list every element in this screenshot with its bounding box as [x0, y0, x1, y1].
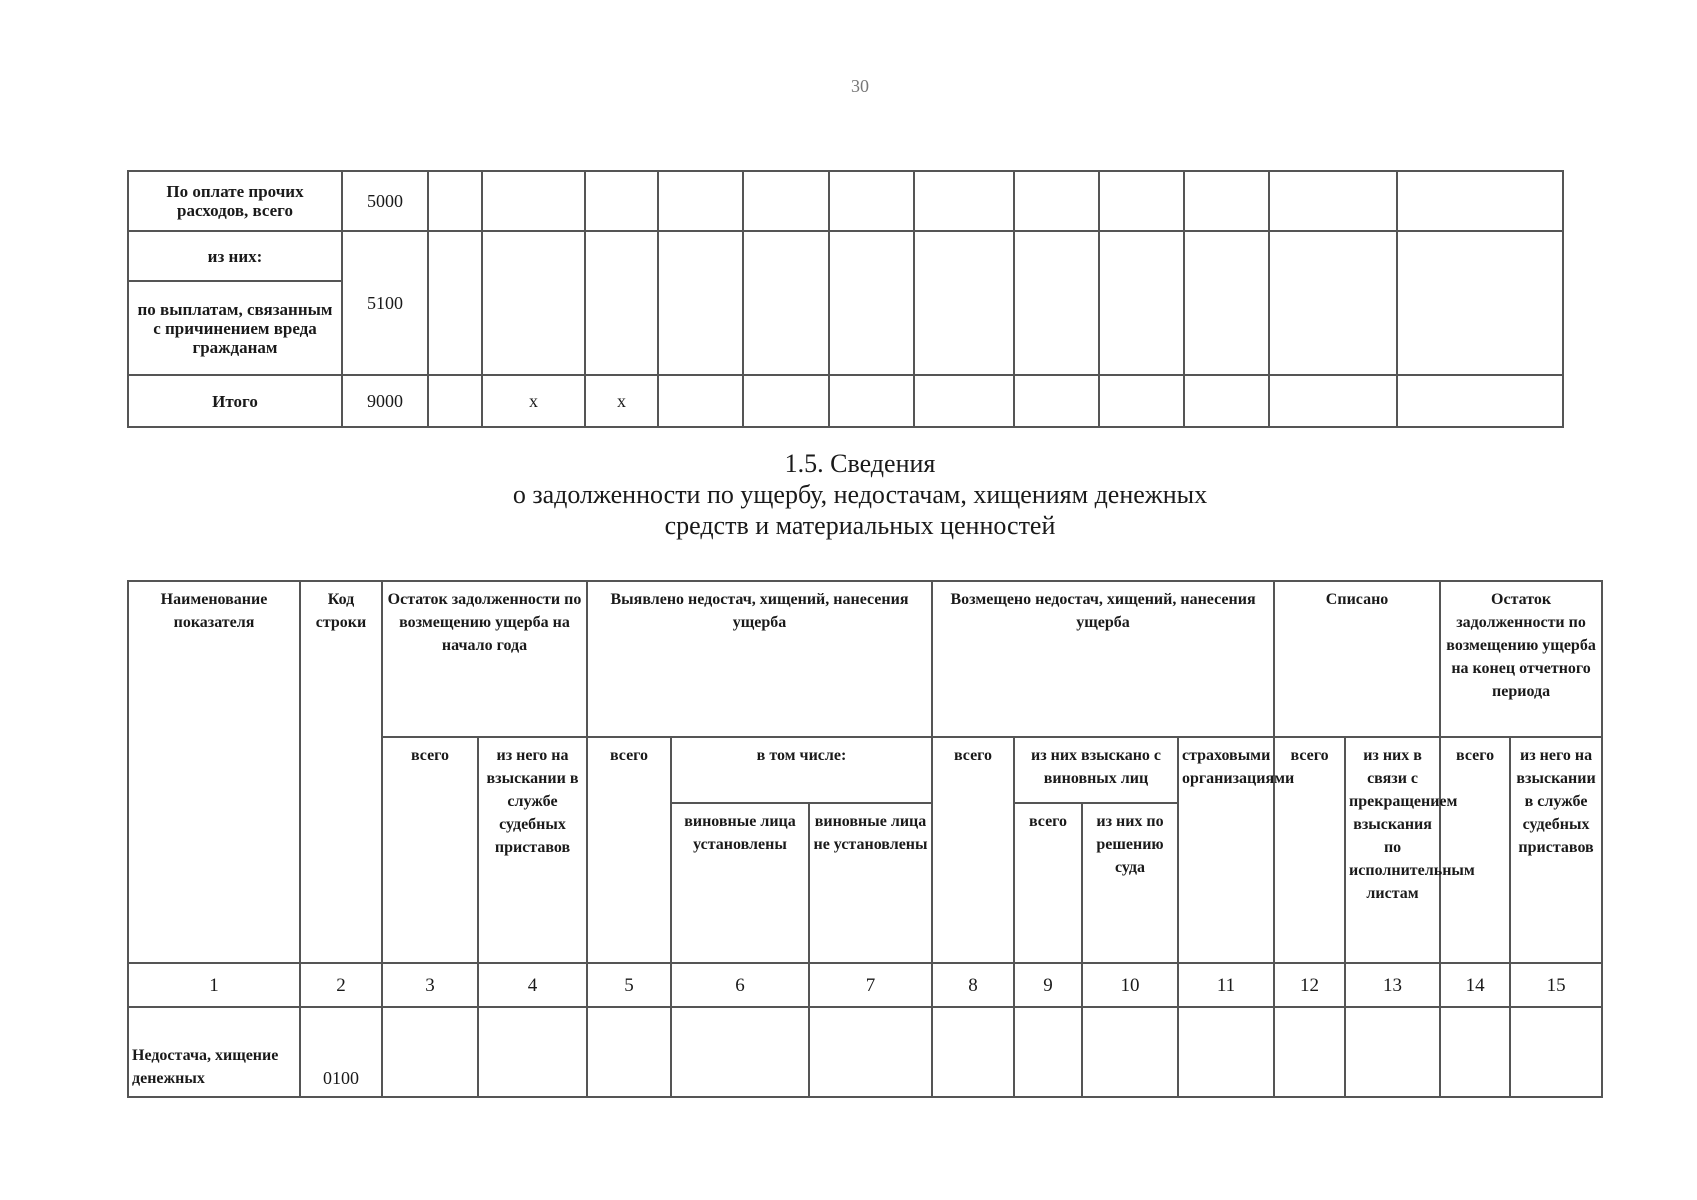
header-total: всего: [932, 737, 1014, 963]
header-written-off: Списано: [1274, 581, 1440, 737]
header-bailiffs-end: из него на взыскании в службе судебных приставов: [1510, 737, 1602, 963]
header-balance-end: Остаток задолженности по возмещению ущерба на конец отчетного периода: [1440, 581, 1602, 737]
column-number: 15: [1510, 963, 1602, 1007]
column-number: 11: [1178, 963, 1274, 1007]
column-number: 13: [1345, 963, 1440, 1007]
header-terminated: из них в связи с прекращением взыскания по исполнительным листам: [1345, 737, 1440, 963]
column-number: 2: [300, 963, 382, 1007]
header-compensated: Возмещено недостач, хищений, нанесения ущерба: [932, 581, 1274, 737]
header-culprits-unknown: виновные лица не установлены: [809, 803, 932, 963]
header-culprits-known: виновные лица установлены: [671, 803, 809, 963]
cross-mark: x: [585, 375, 658, 427]
header-name: Наименование показателя: [128, 581, 300, 963]
header-detected: Выявлено недостач, хищений, нанесения ущерба: [587, 581, 932, 737]
column-number: 14: [1440, 963, 1510, 1007]
column-number: 9: [1014, 963, 1082, 1007]
section-title: [420, 448, 1300, 541]
header-bailiffs: из него на взыскании в службе судебных приставов: [478, 737, 587, 963]
expenses-table: [127, 170, 1564, 428]
row-code: 5000: [342, 171, 428, 231]
column-number: 7: [809, 963, 932, 1007]
row-code: 5100: [342, 231, 428, 375]
column-number: 10: [1082, 963, 1178, 1007]
row-label: По оплате прочих расходов, всего: [128, 171, 342, 231]
column-number-row: [128, 963, 1602, 1007]
column-number: 4: [478, 963, 587, 1007]
header-code: Код строки: [300, 581, 382, 963]
table-row: [128, 231, 1563, 281]
row-code: 9000: [342, 375, 428, 427]
header-total: всего: [1440, 737, 1510, 963]
section-title-line: о задолженности по ущербу, недостачам, хищениям денежных: [512, 480, 1208, 509]
header-balance-start: Остаток задолженности по возмещению ущерба на начало года: [382, 581, 587, 737]
column-number: 8: [932, 963, 1014, 1007]
cross-mark: x: [482, 375, 585, 427]
row-label: Итого: [128, 375, 342, 427]
page-number: 30: [851, 76, 869, 96]
row-code: 0100: [300, 1007, 382, 1097]
header-total: всего: [587, 737, 671, 963]
table-row: [128, 375, 1563, 427]
header-recovered-from-culprits: из них взыскано с виновных лиц: [1014, 737, 1178, 803]
column-number: 1: [128, 963, 300, 1007]
header-by-court: из них по решению суда: [1082, 803, 1178, 963]
row-label: из них:: [128, 231, 342, 281]
header-insurers: страховыми организациями: [1178, 737, 1274, 963]
header-including: в том числе:: [671, 737, 932, 803]
section-title-line: 1.5. Сведения: [784, 449, 936, 478]
row-label: Недостача, хищение денежных: [128, 1007, 300, 1097]
header-total: всего: [1274, 737, 1345, 963]
column-number: 6: [671, 963, 809, 1007]
row-label: по выплатам, связанным с причинением вреда гражданам: [128, 281, 342, 375]
column-number: 5: [587, 963, 671, 1007]
damage-debt-table: [127, 580, 1603, 1098]
table-row: [128, 171, 1563, 231]
table-row: [128, 1007, 1602, 1097]
column-number: 12: [1274, 963, 1345, 1007]
section-title-line: средств и материальных ценностей: [664, 511, 1056, 540]
header-total: всего: [382, 737, 478, 963]
header-total: всего: [1014, 803, 1082, 963]
header-row: [128, 581, 1602, 737]
column-number: 3: [382, 963, 478, 1007]
